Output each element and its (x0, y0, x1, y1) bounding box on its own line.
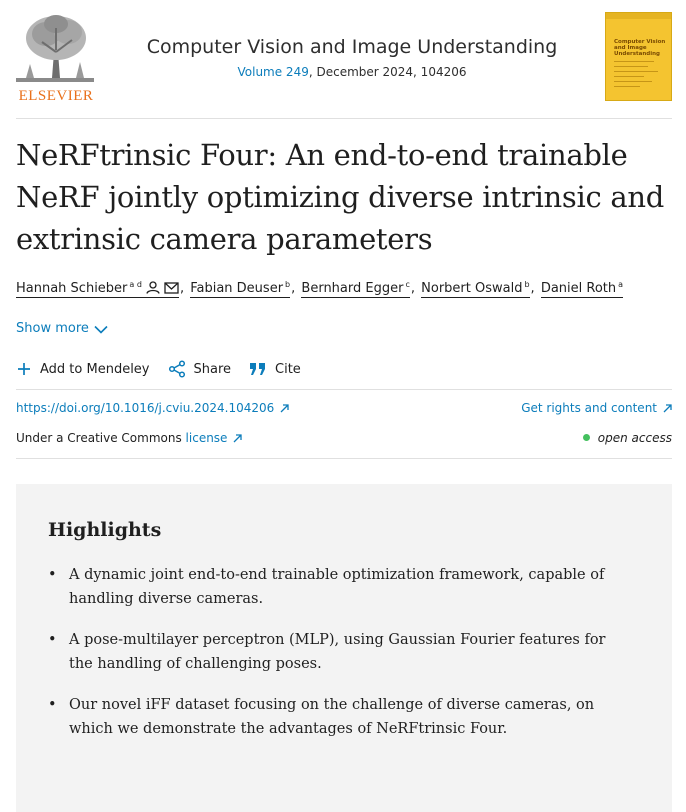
bullet: • (48, 697, 57, 713)
journal-cover-thumbnail[interactable] (605, 12, 672, 101)
elsevier-logo[interactable] (16, 12, 96, 104)
plus-icon (16, 361, 32, 377)
journal-header (16, 12, 672, 104)
author-link[interactable] (190, 281, 290, 298)
highlight-item (48, 628, 608, 676)
add-to-mendeley-button[interactable] (16, 360, 150, 378)
author-link[interactable] (301, 281, 409, 298)
highlight-text: A pose-multilayer perceptron (MLP), using Gaussian Fourier features for the handling of challenging poses. (69, 632, 606, 672)
article-actions (16, 360, 301, 378)
show-more-label: Show more (16, 321, 89, 336)
cover-band (606, 13, 672, 19)
license-link[interactable] (186, 431, 243, 445)
share-label: Share (193, 361, 232, 377)
author-name: Daniel Roth (540, 281, 617, 297)
open-access-badge (583, 431, 672, 445)
author-affiliation: b (524, 280, 530, 289)
license-prefix: Under a Creative Commons (16, 431, 186, 445)
open-access-dot (583, 434, 590, 441)
envelope-icon (164, 282, 179, 294)
cover-line (614, 86, 640, 87)
highlight-item (48, 563, 608, 611)
cover-line (614, 76, 644, 77)
external-link-icon (280, 404, 289, 413)
author-affiliation: c (405, 280, 410, 289)
cover-line (614, 81, 652, 82)
bullet: • (48, 632, 57, 648)
person-icon (146, 281, 160, 294)
quote-icon (249, 362, 267, 376)
highlights-heading: Highlights (48, 519, 162, 541)
chevron-down-icon (94, 325, 108, 334)
cite-label: Cite (275, 361, 301, 377)
journal-issue-info (112, 65, 592, 79)
doi-link[interactable] (16, 401, 289, 415)
mendeley-label: Add to Mendeley (40, 361, 150, 377)
share-icon (168, 360, 186, 378)
author-list: Hannah Schieber $^{a d}$ , Fabian Deuser $^b$, Bernhard Egger $^c$, Norbert Oswald $^b$, Daniel Roth $^a$ (16, 280, 624, 297)
rights-text: Get rights and content (521, 401, 657, 415)
share-button[interactable] (168, 360, 232, 378)
highlight-text: A dynamic joint end-to-end trainable optimization framework, capable of handling diverse cameras. (69, 567, 605, 607)
journal-title-link[interactable]: Computer Vision and Image Understanding (146, 36, 558, 58)
author-link[interactable] (541, 281, 623, 298)
external-link-icon (233, 434, 242, 443)
get-rights-link[interactable] (521, 401, 672, 415)
author-name: Bernhard Egger (301, 281, 404, 297)
header-divider (16, 118, 672, 119)
external-link-icon (663, 404, 672, 413)
license-link-text: license (185, 431, 228, 445)
author-affiliation: b (285, 280, 291, 289)
highlight-text: Our novel iFF dataset focusing on the challenge of diverse cameras, on which we demonstrate the advantages of NeRFtrinsic Four. (69, 697, 595, 737)
journal-info (112, 36, 592, 79)
elsevier-wordmark: ELSEVIER (18, 88, 94, 104)
cover-line (614, 66, 648, 67)
doi-text: https://doi.org/10.1016/j.cviu.2024.104206 (16, 401, 275, 415)
cite-button[interactable] (249, 360, 301, 378)
cover-title: Computer Vision and Image Understanding (614, 39, 666, 57)
article-title: NeRFtrinsic Four: An end-to-end trainable NeRF jointly optimizing diverse intrinsic and extrinsic camera parameters (16, 138, 664, 256)
issue-details: , December 2024, 104206 (308, 65, 467, 79)
license-statement (16, 431, 242, 445)
highlights-section (16, 484, 672, 812)
meta-divider (16, 458, 672, 459)
bullet: • (48, 567, 57, 583)
highlights-list (48, 563, 608, 758)
highlight-item (48, 693, 608, 741)
author-name: Fabian Deuser (190, 281, 284, 297)
actions-divider (16, 389, 672, 390)
volume-link[interactable]: Volume 249 (237, 65, 309, 79)
cover-line (614, 61, 654, 62)
show-more-button[interactable] (16, 321, 108, 336)
author-affiliation: a d (129, 280, 142, 289)
author-link[interactable] (421, 281, 529, 298)
author-name: Hannah Schieber (16, 281, 128, 297)
cover-line (614, 71, 658, 72)
author-name: Norbert Oswald (421, 281, 523, 297)
open-access-label: open access (597, 431, 672, 445)
author-affiliation: a (618, 280, 624, 289)
author-link[interactable] (16, 281, 179, 298)
elsevier-tree-logo (16, 12, 94, 84)
